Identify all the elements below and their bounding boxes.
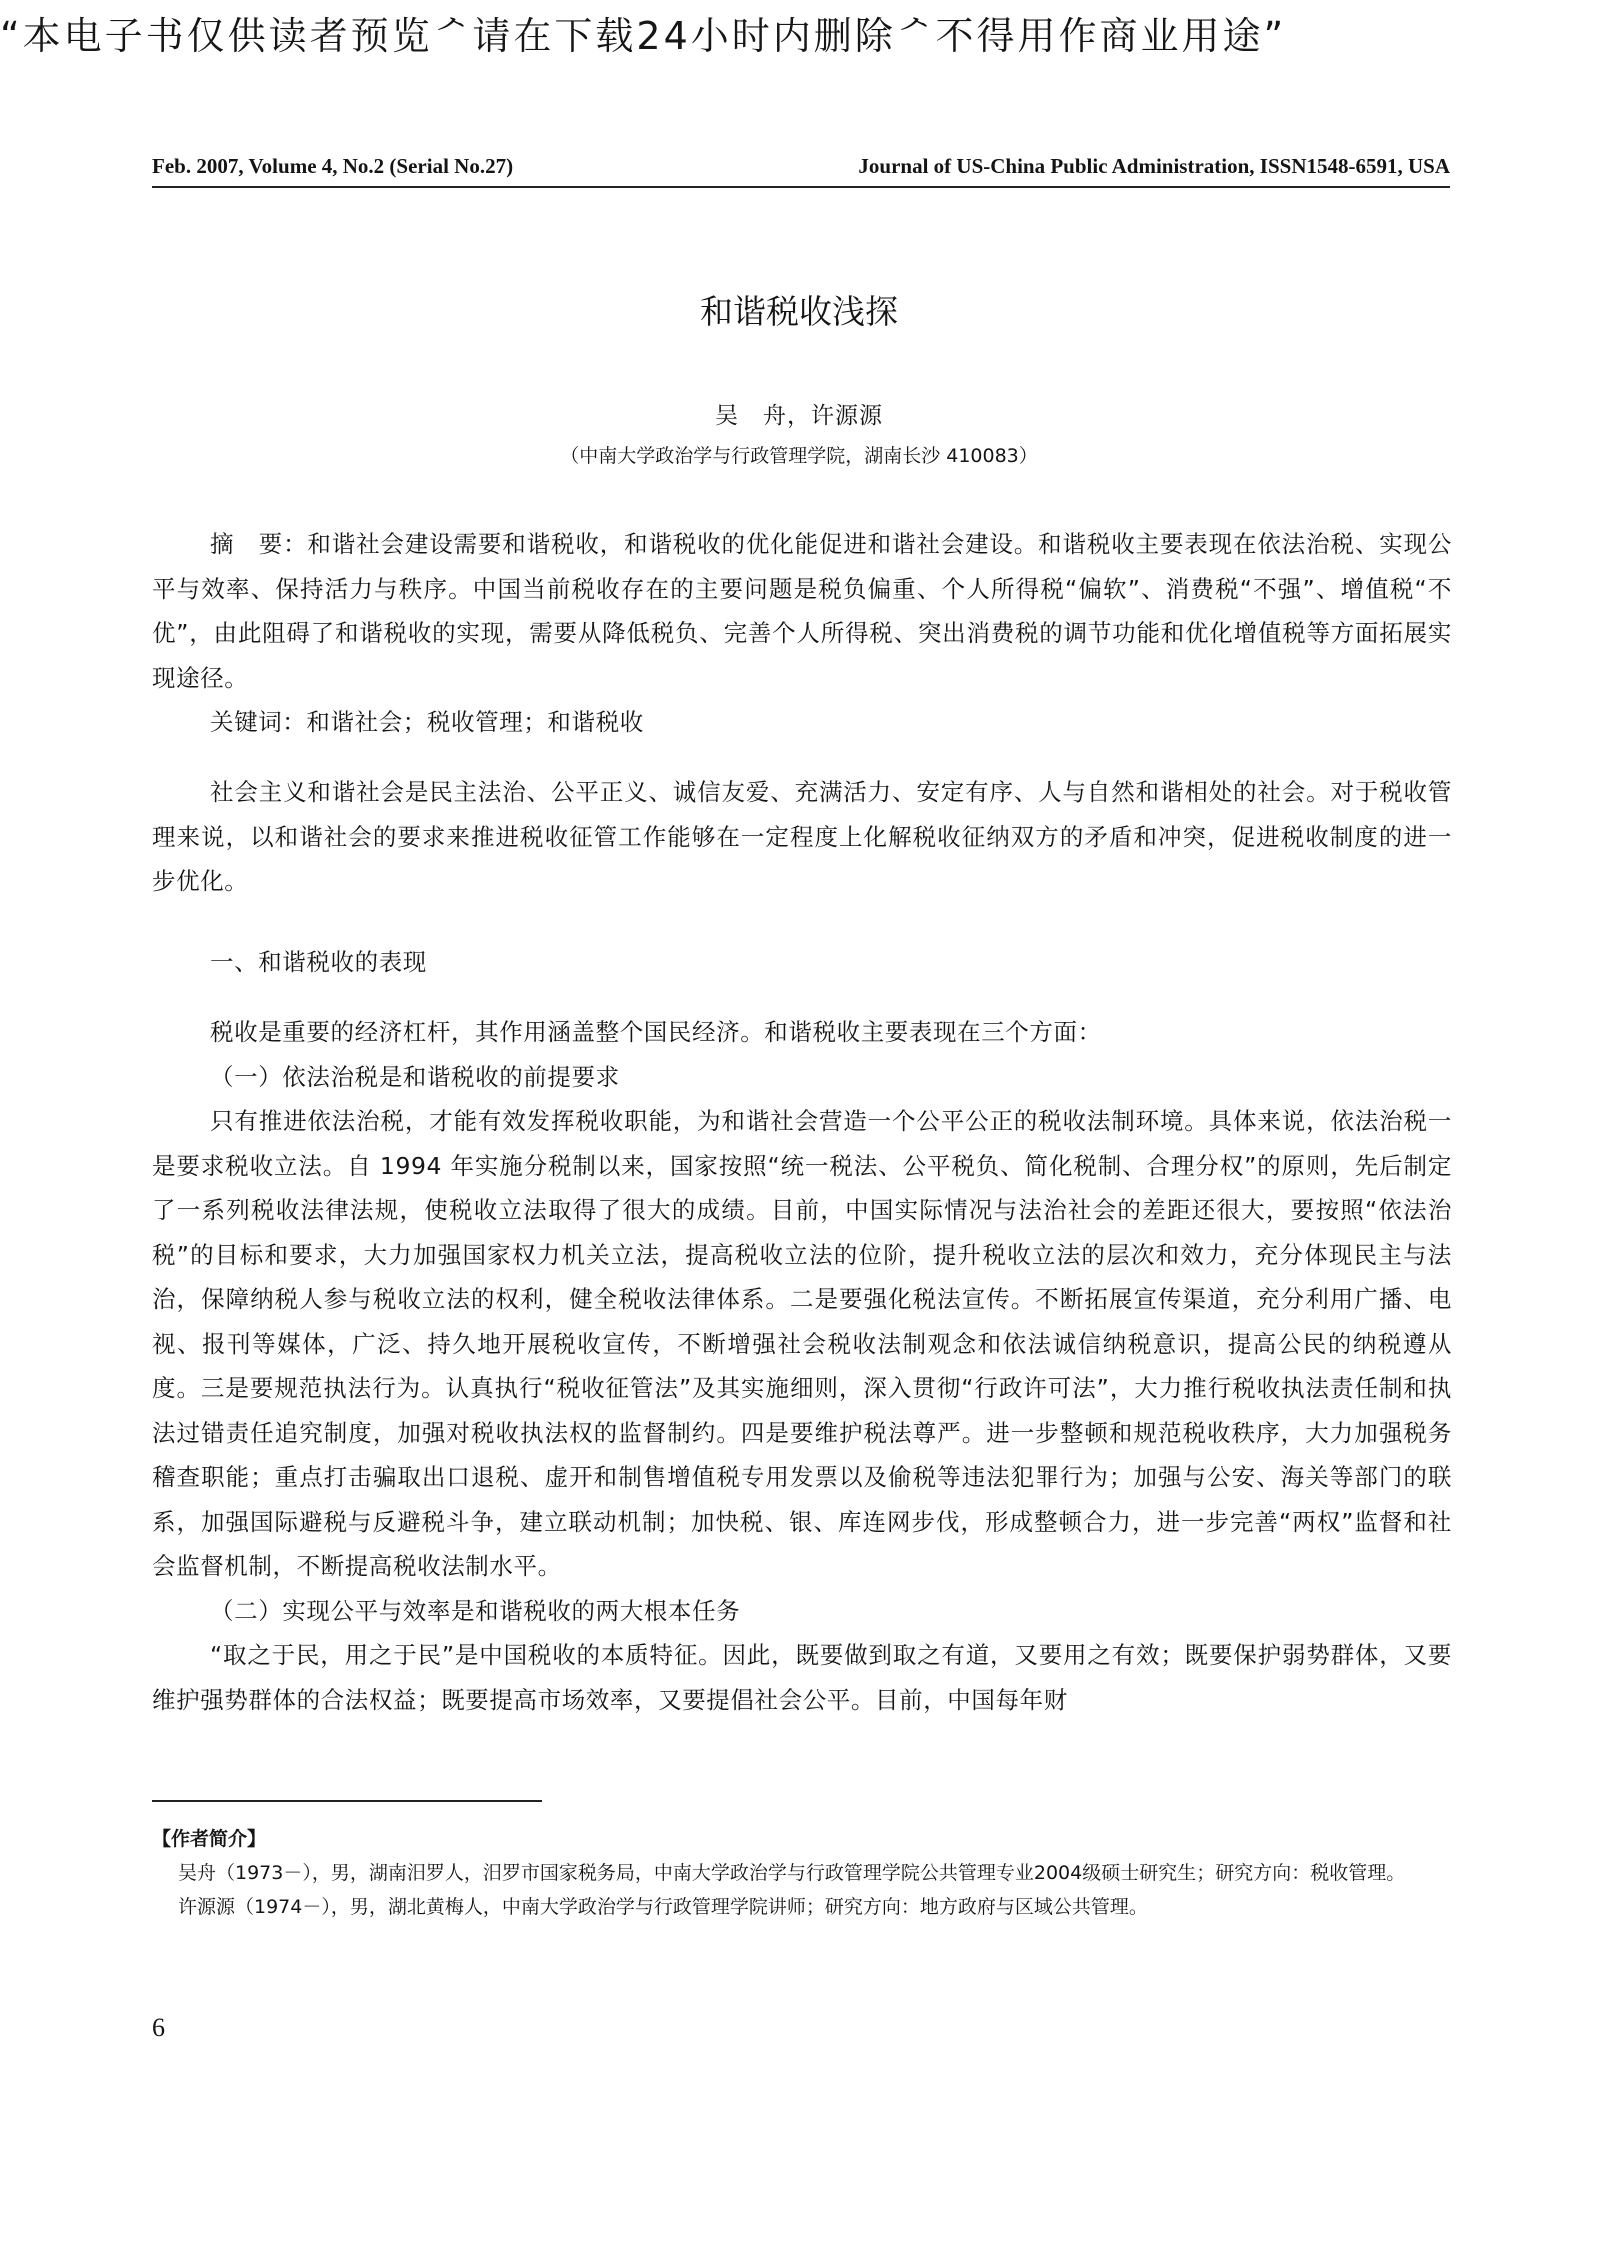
subsection-heading: （一）依法治税是和谐税收的前提要求 <box>210 1062 620 1091</box>
preview-notice-banner: “本电子书仅供读者预览ᄼ请在下载24小时内删除ᄼ不得用作商业用途” <box>0 14 1287 58</box>
author-notes-label: 【作者简介】 <box>152 1828 267 1850</box>
introduction-paragraph: 社会主义和谐社会是民主法治、公平正义、诚信友爱、充满活力、安定有序、人与自然和谐相处的社会。对于税收管理来说，以和谐社会的要求来推进税收征管工作能够在一定程度上化解税收征纳双方的矛盾和冲突，促进税收制度的进一步优化。 <box>152 778 1452 895</box>
keywords: 关键词：和谐社会；税收管理；和谐税收 <box>210 708 644 736</box>
subsection-paragraph: “取之于民，用之于民”是中国税收的本质特征。因此，既要做到取之有道，又要用之有效；既要保护弱势群体，又要维护强势群体的合法权益；既要提高市场效率，又要提倡社会公平。目前，中国每年财 <box>152 1641 1452 1714</box>
section-lead-paragraph: 税收是重要的经济杠杆，其作用涵盖整个国民经济。和谐税收主要表现在三个方面： <box>210 1018 1102 1046</box>
section-heading: 一、和谐税收的表现 <box>210 948 427 976</box>
page-number: 6 <box>152 2013 165 2042</box>
author-affiliation: （中南大学政治学与行政管理学院，湖南长沙 410083） <box>560 445 1038 467</box>
abstract-text: 摘 要：和谐社会建设需要和谐税收，和谐税收的优化能促进和谐社会建设。和谐税收主要表现在依法治税、实现公平与效率、保持活力与秩序。中国当前税收存在的主要问题是税负偏重、个人所得税“偏软”、消费税“不强”、增值税“不优”，由此阻碍了和谐税收的实现，需要从降低税负、完善个人所得税、突出消费税的调节功能和优化增值税等方面拓展实现途径。 <box>152 530 1452 692</box>
introduction-section <box>152 770 1452 904</box>
author-notes <box>152 1822 1452 1924</box>
author-note: 许源源（1974－），男，湖北黄梅人，中南大学政治学与行政管理学院讲师；研究方向：地方政府与区域公共管理。 <box>178 1896 1148 1918</box>
section-body <box>152 1010 1452 1722</box>
author-note: 吴舟（1973－），男，湖南汨罗人，汨罗市国家税务局，中南大学政治学与行政管理学院公共管理专业2004级硕士研究生；研究方向：税收管理。 <box>178 1862 1406 1884</box>
subsection-heading: （二）实现公平与效率是和谐税收的两大根本任务 <box>210 1596 741 1625</box>
journal-issue-info: Feb. 2007, Volume 4, No.2 (Serial No.27) <box>152 154 514 178</box>
running-head <box>152 150 1450 188</box>
article-authors: 吴 舟，许源源 <box>715 403 883 429</box>
subsection-paragraph: 只有推进依法治税，才能有效发挥税收职能，为和谐社会营造一个公平公正的税收法制环境。具体来说，依法治税一是要求税收立法。自 1994 年实施分税制以来，国家按照“统一税法、公平税负、简化税制、合理分权”的原则，先后制定了一系列税收法律法规，使税收立法取得了很大的成绩。目前，中国实际情况与法治社会的差距还很大，要按照“依法治税”的目标和要求，大力加强国家权力机关立法，提高税收立法的位阶，提升税收立法的层次和效力，充分体现民主与法治，保障纳税人参与税收立法的权利，健全税收法律体系。二是要强化税法宣传。不断拓展宣传渠道，充分利用广播、电视、报刊等媒体，广泛、持久地开展税收宣传，不断增强社会税收法制观念和依法诚信纳税意识，提高公民的纳税遵从度。三是要规范执法行为。认真执行“税收征管法”及其实施细则，深入贯彻“行政许可法”，大力推行税收执法责任制和执法过错责任追究制度，加强对税收执法权的监督制约。四是要维护税法尊严。进一步整顿和规范税收秩序，大力加强税务稽查职能；重点打击骗取出口退税、虚开和制售增值税专用发票以及偷税等违法犯罪行为；加强与公安、海关等部门的联系，加强国际避税与反避税斗争，建立联动机制；加快税、银、库连网步伐，形成整顿合力，进一步完善“两权”监督和社会监督机制，不断提高税收法制水平。 <box>152 1107 1452 1580</box>
journal-name-info: Journal of US-China Public Administration, ISSN1548-6591, USA <box>858 154 1450 178</box>
footnote-divider <box>152 1800 542 1802</box>
article-title: 和谐税收浅探 <box>700 292 898 331</box>
abstract-section <box>152 522 1452 745</box>
